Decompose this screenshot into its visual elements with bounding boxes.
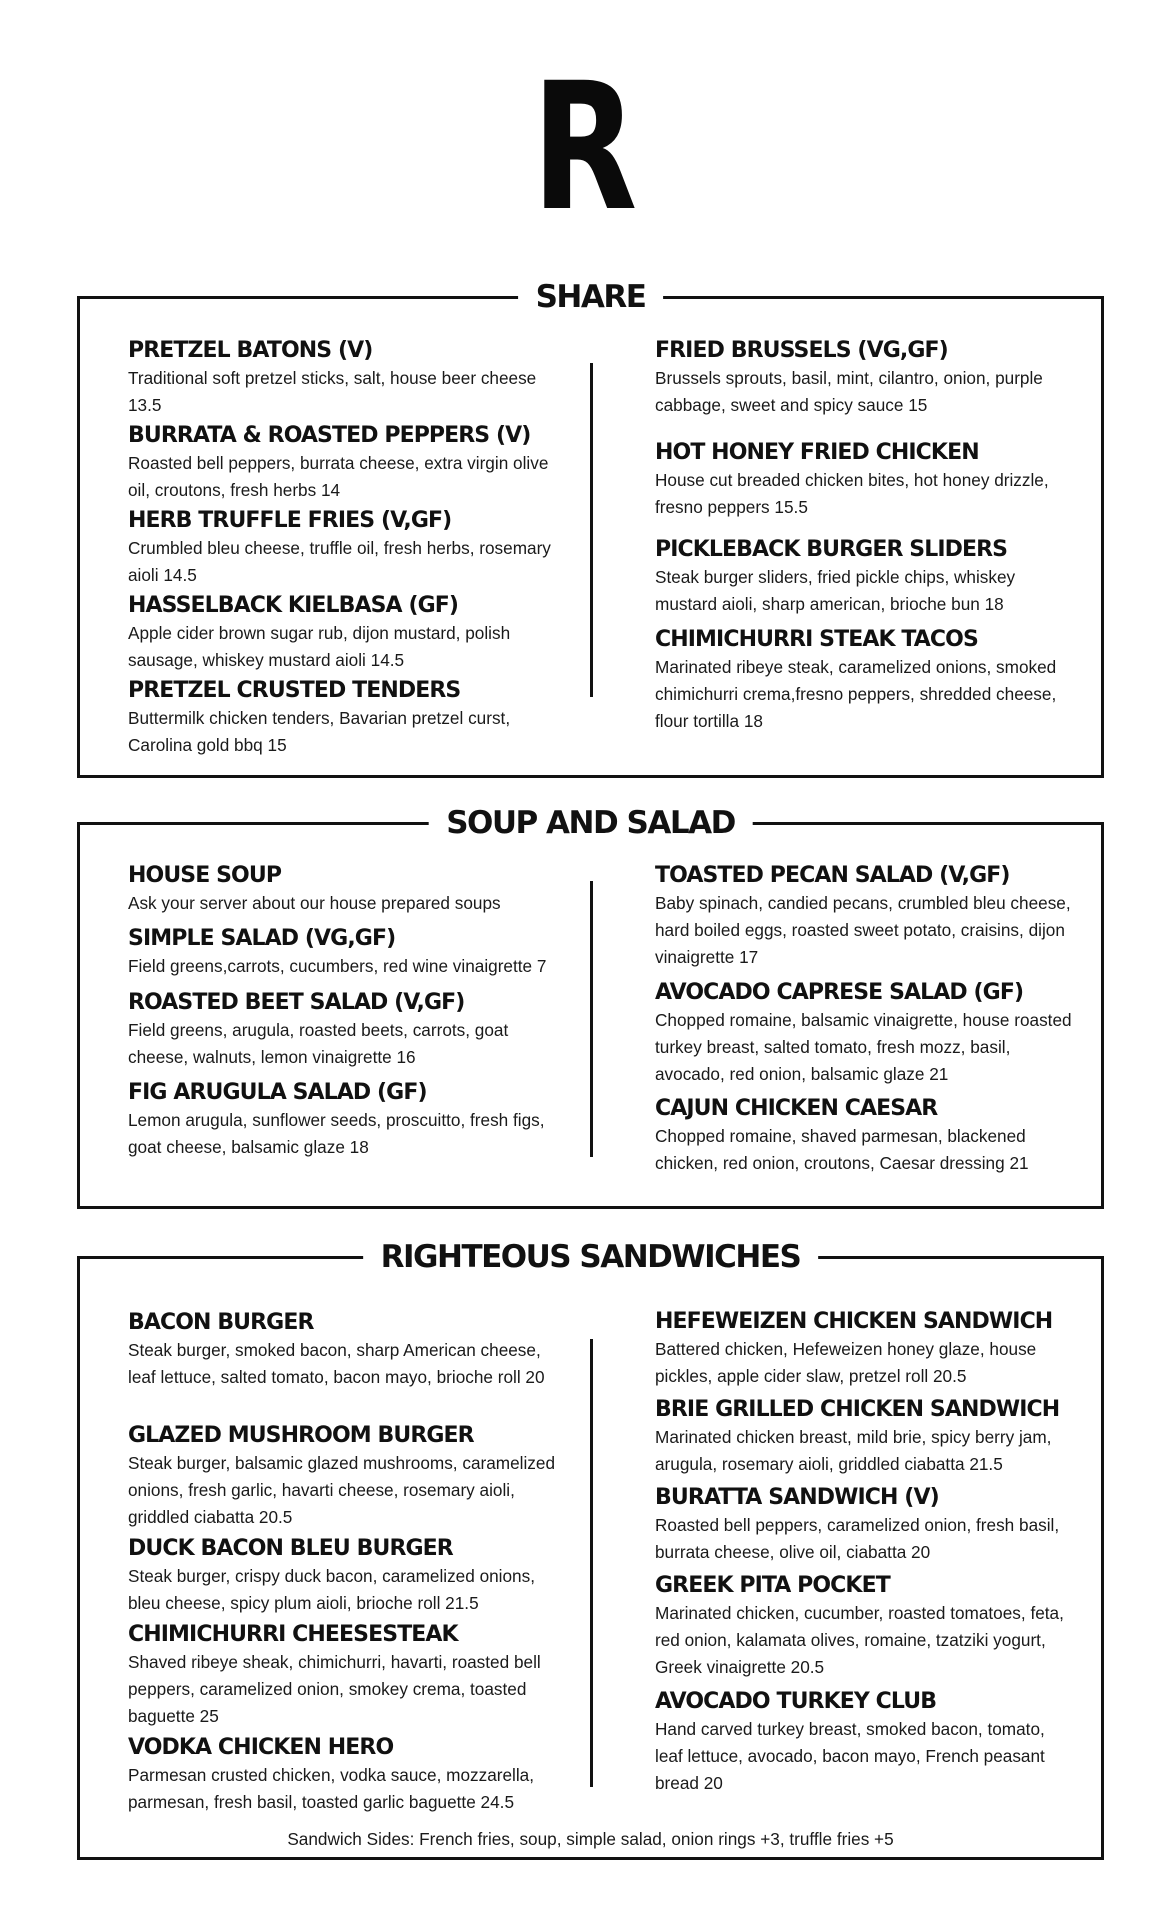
item-description: Field greens,carrots, cucumbers, red wine vinaigrette 7 xyxy=(128,956,547,976)
share-section xyxy=(77,279,1104,778)
item-description: House cut breaded chicken bites, hot honey drizzle, fresno peppers 15.5 xyxy=(655,470,1049,517)
menu-item xyxy=(128,1535,568,1617)
item-name: BURRATA & ROASTED PEPPERS (V) xyxy=(128,423,531,448)
menu-item xyxy=(128,677,568,759)
item-description: Ask your server about our house prepared soups xyxy=(128,893,501,913)
menu-item xyxy=(655,536,1075,618)
soup-salad-section xyxy=(77,805,1104,1209)
item-description: Steak burger sliders, fried pickle chips, whiskey mustard aioli, sharp american, brioche bun 18 xyxy=(655,567,1016,614)
item-name: HOUSE SOUP xyxy=(128,863,282,888)
menu-item xyxy=(655,1308,1075,1390)
item-name: GLAZED MUSHROOM BURGER xyxy=(128,1423,474,1448)
item-description: Steak burger, crispy duck bacon, caramelized onions, bleu cheese, spicy plum aioli, brioche roll 21.5 xyxy=(128,1566,535,1613)
item-name: GREEK PITA POCKET xyxy=(655,1573,890,1598)
item-description: Roasted bell peppers, caramelized onion, fresh basil, burrata cheese, olive oil, ciabatta 20 xyxy=(655,1515,1060,1562)
menu-item xyxy=(128,925,568,980)
item-name: BACON BURGER xyxy=(128,1310,314,1335)
item-description: Steak burger, balsamic glazed mushrooms, caramelized onions, fresh garlic, havarti cheese, rosemary aioli, griddled ciabatta 20.5 xyxy=(128,1453,556,1527)
item-description: Battered chicken, Hefeweizen honey glaze, house pickles, apple cider slaw, pretzel roll 20.5 xyxy=(655,1339,1037,1386)
item-name: CHIMICHURRI STEAK TACOS xyxy=(655,627,978,652)
item-name: CHIMICHURRI CHEESESTEAK xyxy=(128,1622,458,1647)
menu-item xyxy=(128,1621,568,1730)
item-name: BURATTA SANDWICH (V) xyxy=(655,1485,939,1510)
menu-item xyxy=(128,1734,568,1816)
item-description: Hand carved turkey breast, smoked bacon, tomato, leaf lettuce, avocado, bacon mayo, French peasant bread 20 xyxy=(655,1719,1045,1793)
item-name: CAJUN CHICKEN CAESAR xyxy=(655,1096,938,1121)
item-name: SIMPLE SALAD (VG,GF) xyxy=(128,926,396,951)
item-name: VODKA CHICKEN HERO xyxy=(128,1735,394,1760)
item-name: ROASTED BEET SALAD (V,GF) xyxy=(128,990,465,1015)
item-description: Shaved ribeye sheak, chimichurri, havarti, roasted bell peppers, caramelized onion, smokey crema, toasted baguette 25 xyxy=(128,1652,541,1726)
item-description: Chopped romaine, shaved parmesan, blackened chicken, red onion, croutons, Caesar dressing 21 xyxy=(655,1126,1029,1173)
item-name: TOASTED PECAN SALAD (V,GF) xyxy=(655,863,1010,888)
section-title-sandwiches: RIGHTEOUS SANDWICHES xyxy=(363,1229,819,1285)
item-description: Baby spinach, candied pecans, crumbled bleu cheese, hard boiled eggs, roasted sweet potato, craisins, dijon vinaigrette 17 xyxy=(655,893,1071,967)
menu-item xyxy=(655,979,1075,1088)
menu-item xyxy=(655,1095,1075,1177)
item-name: AVOCADO TURKEY CLUB xyxy=(655,1689,937,1714)
section-title-soup-salad: SOUP AND SALAD xyxy=(428,795,753,851)
item-name: FIG ARUGULA SALAD (GF) xyxy=(128,1080,427,1105)
menu-item xyxy=(128,862,568,917)
item-description: Traditional soft pretzel sticks, salt, house beer cheese 13.5 xyxy=(128,368,537,415)
menu-item xyxy=(655,1688,1075,1797)
sandwich-sides-note: Sandwich Sides: French fries, soup, simple salad, onion rings +3, truffle fries +5 xyxy=(287,1829,894,1849)
item-description: Roasted bell peppers, burrata cheese, extra virgin olive oil, croutons, fresh herbs 14 xyxy=(128,453,549,500)
item-description: Marinated chicken, cucumber, roasted tomatoes, feta, red onion, kalamata olives, romaine, tzatziki yogurt, Greek vinaigrette 20.5 xyxy=(655,1603,1064,1677)
item-description: Brussels sprouts, basil, mint, cilantro, onion, purple cabbage, sweet and spicy sauce 15 xyxy=(655,368,1043,415)
item-description: Field greens, arugula, roasted beets, carrots, goat cheese, walnuts, lemon vinaigrette 16 xyxy=(128,1020,509,1067)
menu-item xyxy=(655,337,1075,419)
item-description: Apple cider brown sugar rub, dijon mustard, polish sausage, whiskey mustard aioli 14.5 xyxy=(128,623,511,670)
item-description: Parmesan crusted chicken, vodka sauce, mozzarella, parmesan, fresh basil, toasted garlic baguette 24.5 xyxy=(128,1765,535,1812)
menu-item xyxy=(655,862,1075,971)
menu-item xyxy=(655,1396,1075,1478)
menu-item xyxy=(128,1422,568,1531)
menu-item xyxy=(128,1079,568,1161)
item-description: Chopped romaine, balsamic vinaigrette, house roasted turkey breast, salted tomato, fresh mozz, basil, avocado, red onion, balsamic glaze 21 xyxy=(655,1010,1072,1084)
item-name: HERB TRUFFLE FRIES (V,GF) xyxy=(128,508,452,533)
column-divider xyxy=(590,1339,593,1787)
item-name: PICKLEBACK BURGER SLIDERS xyxy=(655,537,1008,562)
section-title-share: SHARE xyxy=(518,269,664,325)
item-description: Marinated chicken breast, mild brie, spicy berry jam, arugula, rosemary aioli, griddled ciabatta 21.5 xyxy=(655,1427,1052,1474)
menu-item xyxy=(655,1572,1075,1681)
menu-item xyxy=(128,337,568,419)
item-name: AVOCADO CAPRESE SALAD (GF) xyxy=(655,980,1024,1005)
menu-item xyxy=(655,439,1075,521)
item-description: Crumbled bleu cheese, truffle oil, fresh herbs, rosemary aioli 14.5 xyxy=(128,538,551,585)
item-name: DUCK BACON BLEU BURGER xyxy=(128,1536,453,1561)
menu-item xyxy=(128,422,568,504)
item-name: HASSELBACK KIELBASA (GF) xyxy=(128,593,459,618)
item-description: Steak burger, smoked bacon, sharp American cheese, leaf lettuce, salted tomato, bacon mayo, brioche roll 20 xyxy=(128,1340,545,1387)
menu-item xyxy=(128,592,568,674)
sandwiches-section xyxy=(77,1239,1104,1860)
menu-item xyxy=(655,626,1075,735)
menu-item xyxy=(655,1484,1075,1566)
item-name: HOT HONEY FRIED CHICKEN xyxy=(655,440,979,465)
item-name: HEFEWEIZEN CHICKEN SANDWICH xyxy=(655,1309,1053,1334)
item-name: BRIE GRILLED CHICKEN SANDWICH xyxy=(655,1397,1060,1422)
item-name: PRETZEL CRUSTED TENDERS xyxy=(128,678,461,703)
column-divider xyxy=(590,363,593,697)
menu-item xyxy=(128,507,568,589)
item-description: Lemon arugula, sunflower seeds, proscuitto, fresh figs, goat cheese, balsamic glaze 18 xyxy=(128,1110,545,1157)
restaurant-logo: R xyxy=(531,45,635,250)
column-divider xyxy=(590,881,593,1157)
menu-item xyxy=(128,989,568,1071)
item-name: FRIED BRUSSELS (VG,GF) xyxy=(655,338,948,363)
item-description: Buttermilk chicken tenders, Bavarian pretzel curst, Carolina gold bbq 15 xyxy=(128,708,511,755)
item-name: PRETZEL BATONS (V) xyxy=(128,338,373,363)
menu-item xyxy=(128,1309,568,1391)
item-description: Marinated ribeye steak, caramelized onions, smoked chimichurri crema,fresno peppers, shredded cheese, flour tortilla 18 xyxy=(655,657,1057,731)
